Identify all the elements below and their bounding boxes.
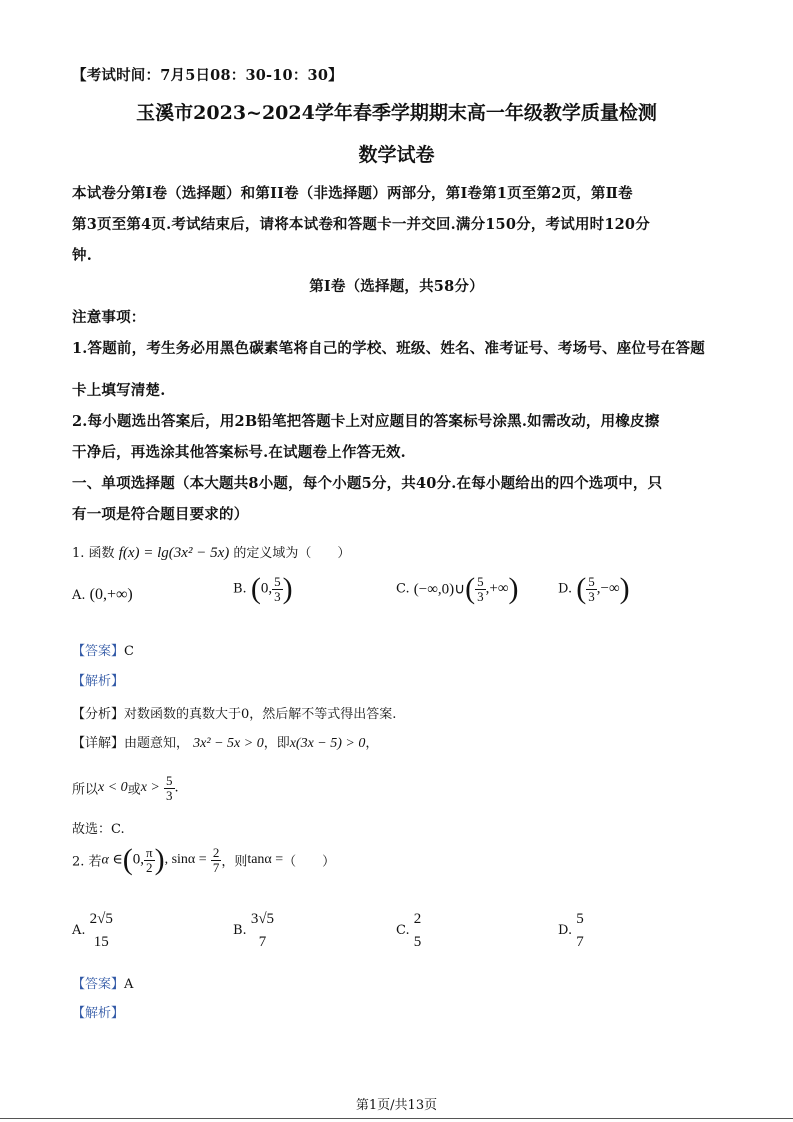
q1-so-cond-1: x < 0 [98, 780, 128, 796]
q2-option-b-den: 7 [258, 933, 267, 950]
q1-option-c-right: ,+∞ [485, 580, 509, 597]
q1-option-b-num: 5 [274, 573, 281, 589]
q2-option-a-num: 2√5 [89, 911, 113, 927]
q2-sin-den: 7 [212, 859, 220, 875]
notes-heading: 注意事项： [72, 309, 146, 326]
q1-inequality-end: ， [365, 736, 379, 751]
q1-stem [72, 542, 350, 562]
q1-answer [72, 640, 134, 659]
q1-xiangjie-text: 由题意知， [124, 736, 190, 751]
q1-answer-label: 【答案】 [72, 644, 125, 659]
q2-option-d-num: 5 [576, 911, 584, 927]
q2-analysis-label: 【解析】 [72, 1006, 125, 1021]
q1-fenxi [72, 703, 396, 722]
footer-rule [0, 1118, 793, 1119]
q1-function: f(x) = lg(3x² − 5x) [118, 545, 230, 561]
q1-xiangjie-label: 【详解】 [72, 736, 125, 751]
q2-sin-text: , sinα = [164, 852, 207, 867]
q2-option-d-label: D. [558, 923, 573, 938]
q2-sin-num: 2 [212, 844, 220, 860]
q2-answer-label: 【答案】 [72, 977, 125, 992]
q2-pi-den: 2 [146, 859, 153, 875]
q1-fenxi-label: 【分析】 [72, 707, 125, 722]
q2-option-b-label: B. [233, 923, 247, 938]
note-2-line-2: 干净后，再选涂其他答案标号.在试题卷上作答无效. [72, 444, 406, 461]
q2-mid: ，则 [221, 854, 248, 870]
q2-option-c-den: 5 [413, 933, 422, 950]
q2-suffix: （ ） [283, 854, 336, 870]
page-title: 玉溪市2023~2024学年春季学期期末高一年级教学质量检测 [136, 102, 657, 124]
q2-prefix: 2. 若 [72, 854, 102, 870]
q2-option-a [72, 908, 113, 953]
q1-answer-value: C [124, 644, 134, 659]
q1-inequality-1: 3x² − 5x > 0 [193, 736, 264, 751]
section-title: 第I卷（选择题，共58分） [309, 278, 484, 295]
q1-option-d: D. ( $\frac{5}{3}$ ,−∞) [558, 572, 630, 605]
q1-so-den: 3 [166, 787, 173, 803]
intro-line-1: 本试卷分第I卷（选择题）和第II卷（非选择题）两部分，第I卷第1页至第2页，第Ⅱ卷 [72, 185, 633, 202]
part-1-line-2: 有一项是符合题目要求的） [72, 506, 249, 523]
q2-option-a-label: A. [72, 923, 86, 938]
q1-so-cond-2: x > [140, 780, 160, 796]
q1-option-c-label: C. [396, 581, 410, 597]
page-subtitle: 数学试卷 [358, 144, 435, 166]
q2-stem: 2. 若α ∈(0, $\frac{\pi}{2}$ ), sinα = $\frac{2}{7}$ ，则tanα =（ ） [72, 843, 336, 876]
note-1-line-2: 卡上填写清楚. [72, 382, 166, 399]
intro-line-2: 第3页至第4页.考试结束后，请将本试卷和答题卡一并交回.满分150分，考试用时120分 [72, 216, 650, 233]
q2-answer-value: A [124, 977, 134, 992]
q1-option-d-num: 5 [588, 573, 595, 589]
q1-option-b-left: 0, [260, 580, 273, 597]
q2-option-c-num: 2 [413, 911, 422, 927]
q1-option-c: C. (−∞,0)∪( $\frac{5}{3}$ ,+∞) [396, 572, 519, 605]
exam-time: 【考试时间：7月5日08：30-10：30】 [72, 67, 343, 84]
q2-option-a-den: 15 [93, 933, 109, 950]
note-2-line-1: 2.每小题选出答案后，用2B铅笔把答题卡上对应题目的答案标号涂黑.如需改动，用橡皮擦 [72, 413, 660, 430]
q1-option-a-label: A. [72, 588, 86, 603]
q1-conclusion [72, 774, 179, 802]
q1-xiangjie [72, 732, 378, 752]
intro-line-3: 钟. [72, 247, 92, 264]
q1-inequality-sep: ，即 [263, 736, 290, 751]
q2-answer [72, 973, 133, 992]
q2-pi-num: π [146, 844, 153, 860]
q2-option-c [396, 908, 421, 953]
q1-so-end: . [174, 780, 179, 796]
q1-option-b-label: B. [233, 581, 247, 597]
q1-option-d-label: D. [558, 581, 573, 597]
q2-option-d-den: 7 [576, 933, 584, 950]
q2-interval-left: 0, [132, 851, 145, 868]
q1-suffix: 的定义域为（ ） [233, 546, 351, 561]
q1-option-b: B. (0, $\frac{5}{3}$ ) [233, 572, 293, 605]
q1-option-b-den: 3 [274, 588, 281, 604]
note-1-line-1: 1.答题前，考生务必用黑色碳素笔将自己的学校、班级、姓名、准考证号、考场号、座位号在答题 [72, 340, 705, 357]
q1-fenxi-text: 对数函数的真数大于0，然后解不等式得出答案. [124, 707, 397, 722]
q2-alpha-in: α ∈ [101, 852, 123, 868]
q1-inequality-2: x(3x − 5) > 0 [289, 736, 366, 751]
part-1-line-1: 一、单项选择题（本大题共8小题，每个小题5分，共40分.在每小题给出的四个选项中，只 [72, 475, 663, 492]
q1-so-text: 所以 [72, 782, 99, 798]
q1-so-or: 或 [127, 782, 141, 798]
q1-option-a-value: (0,+∞) [89, 586, 133, 603]
q1-prefix: 1. 函数 [72, 546, 115, 561]
q1-so-num: 5 [166, 773, 173, 788]
q1-option-d-right: ,−∞ [596, 580, 620, 597]
q2-option-c-label: C. [396, 923, 410, 938]
q1-option-a [72, 586, 133, 604]
q1-option-c-left: (−∞,0)∪ [413, 581, 466, 598]
q1-choose: 故选：C. [72, 822, 125, 837]
q1-option-c-num: 5 [477, 573, 484, 589]
q2-option-b [233, 908, 274, 953]
q1-option-d-den: 3 [588, 588, 595, 604]
q1-analysis-label: 【解析】 [72, 674, 125, 689]
q2-tan-text: tanα = [247, 852, 284, 867]
q2-option-b-num: 3√5 [250, 911, 275, 927]
page-number: 第1页/共13页 [355, 1098, 438, 1113]
q2-option-d [558, 908, 584, 953]
q1-option-c-den: 3 [477, 588, 484, 604]
